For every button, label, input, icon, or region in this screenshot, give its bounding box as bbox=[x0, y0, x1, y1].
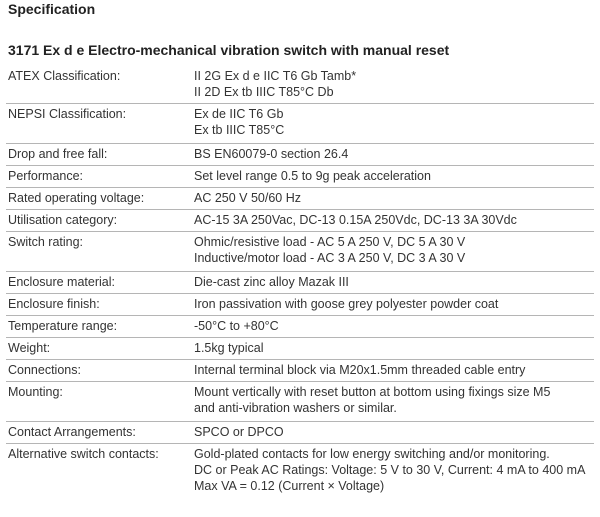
spec-row-contact-arrangements bbox=[6, 422, 594, 444]
spec-value-line: Ohmic/resistive load - AC 5 A 250 V, DC 5 A 30 V bbox=[194, 235, 466, 249]
spec-label: NEPSI Classification: bbox=[8, 107, 127, 121]
spec-label: Performance: bbox=[8, 169, 84, 183]
spec-value-line: Internal terminal block via M20x1.5mm threaded cable entry bbox=[194, 363, 526, 377]
spec-value bbox=[194, 190, 594, 206]
spec-row-mounting bbox=[6, 382, 594, 422]
spec-value bbox=[194, 384, 594, 416]
spec-value-line: II 2G Ex d e IIC T6 Gb Tamb* bbox=[194, 69, 357, 83]
spec-value-line: Gold-plated contacts for low energy switching and/or monitoring. bbox=[194, 447, 550, 461]
spec-value bbox=[194, 340, 594, 356]
spec-value-line: Max VA = 0.12 (Current × Voltage) bbox=[194, 479, 385, 493]
spec-label: Enclosure finish: bbox=[8, 297, 100, 311]
spec-row-weight bbox=[6, 338, 594, 360]
spec-value-line: II 2D Ex tb IIIC T85°C Db bbox=[194, 85, 334, 99]
spec-value-line: Inductive/motor load - AC 3 A 250 V, DC 3 A 30 V bbox=[194, 251, 466, 265]
spec-value bbox=[194, 446, 594, 494]
spec-label: Mounting: bbox=[8, 385, 63, 399]
spec-label: Enclosure material: bbox=[8, 275, 115, 289]
spec-value-line: BS EN60079-0 section 26.4 bbox=[194, 147, 349, 161]
spec-value-line: DC or Peak AC Ratings: Voltage: 5 V to 30 V, Current: 4 mA to 400 mA bbox=[194, 463, 586, 477]
spec-value bbox=[194, 274, 594, 290]
spec-label: Utilisation category: bbox=[8, 213, 118, 227]
spec-label: ATEX Classification: bbox=[8, 69, 121, 83]
spec-value bbox=[194, 362, 594, 378]
spec-row-nepsi bbox=[6, 104, 594, 144]
spec-label: Temperature range: bbox=[8, 319, 118, 333]
product-title: 3171 Ex d e Electro-mechanical vibration switch with manual reset bbox=[8, 42, 450, 58]
spec-value-line: -50°C to +80°C bbox=[194, 319, 279, 333]
spec-value-line: Ex tb IIIC T85°C bbox=[194, 123, 285, 137]
spec-value bbox=[194, 424, 594, 440]
spec-row-voltage bbox=[6, 188, 594, 210]
spec-value bbox=[194, 146, 594, 162]
specification-table bbox=[6, 66, 594, 497]
spec-row-connections bbox=[6, 360, 594, 382]
spec-row-enclosure-finish bbox=[6, 294, 594, 316]
spec-value bbox=[194, 106, 594, 138]
spec-label: Alternative switch contacts: bbox=[8, 447, 159, 461]
spec-value-line: AC 250 V 50/60 Hz bbox=[194, 191, 302, 205]
spec-label: Contact Arrangements: bbox=[8, 425, 136, 439]
spec-value bbox=[194, 168, 594, 184]
spec-row-alternative-contacts bbox=[6, 444, 594, 497]
spec-label: Weight: bbox=[8, 341, 51, 355]
spec-row-enclosure-material bbox=[6, 272, 594, 294]
spec-value bbox=[194, 68, 594, 100]
spec-row-performance bbox=[6, 166, 594, 188]
page-heading: Specification bbox=[8, 1, 96, 17]
spec-value-line: AC-15 3A 250Vac, DC-13 0.15A 250Vdc, DC-13 3A 30Vdc bbox=[194, 213, 517, 227]
spec-value bbox=[194, 318, 594, 334]
spec-label: Rated operating voltage: bbox=[8, 191, 145, 205]
spec-value-line: Ex de IIC T6 Gb bbox=[194, 107, 284, 121]
spec-row-drop bbox=[6, 144, 594, 166]
spec-value-line: SPCO or DPCO bbox=[194, 425, 284, 439]
spec-value-line: 1.5kg typical bbox=[194, 341, 264, 355]
spec-label: Drop and free fall: bbox=[8, 147, 108, 161]
spec-value-line: and anti-vibration washers or similar. bbox=[194, 401, 397, 415]
spec-row-temperature bbox=[6, 316, 594, 338]
spec-row-switch-rating bbox=[6, 232, 594, 272]
spec-label: Connections: bbox=[8, 363, 81, 377]
spec-value-line: Set level range 0.5 to 9g peak acceleration bbox=[194, 169, 431, 183]
spec-value bbox=[194, 296, 594, 312]
spec-value bbox=[194, 212, 594, 228]
spec-value-line: Die-cast zinc alloy Mazak III bbox=[194, 275, 349, 289]
spec-value bbox=[194, 234, 594, 266]
spec-value-line: Iron passivation with goose grey polyester powder coat bbox=[194, 297, 499, 311]
spec-label: Switch rating: bbox=[8, 235, 84, 249]
spec-row-utilisation bbox=[6, 210, 594, 232]
spec-row-atex bbox=[6, 66, 594, 104]
spec-value-line: Mount vertically with reset button at bottom using fixings size M5 bbox=[194, 385, 551, 399]
